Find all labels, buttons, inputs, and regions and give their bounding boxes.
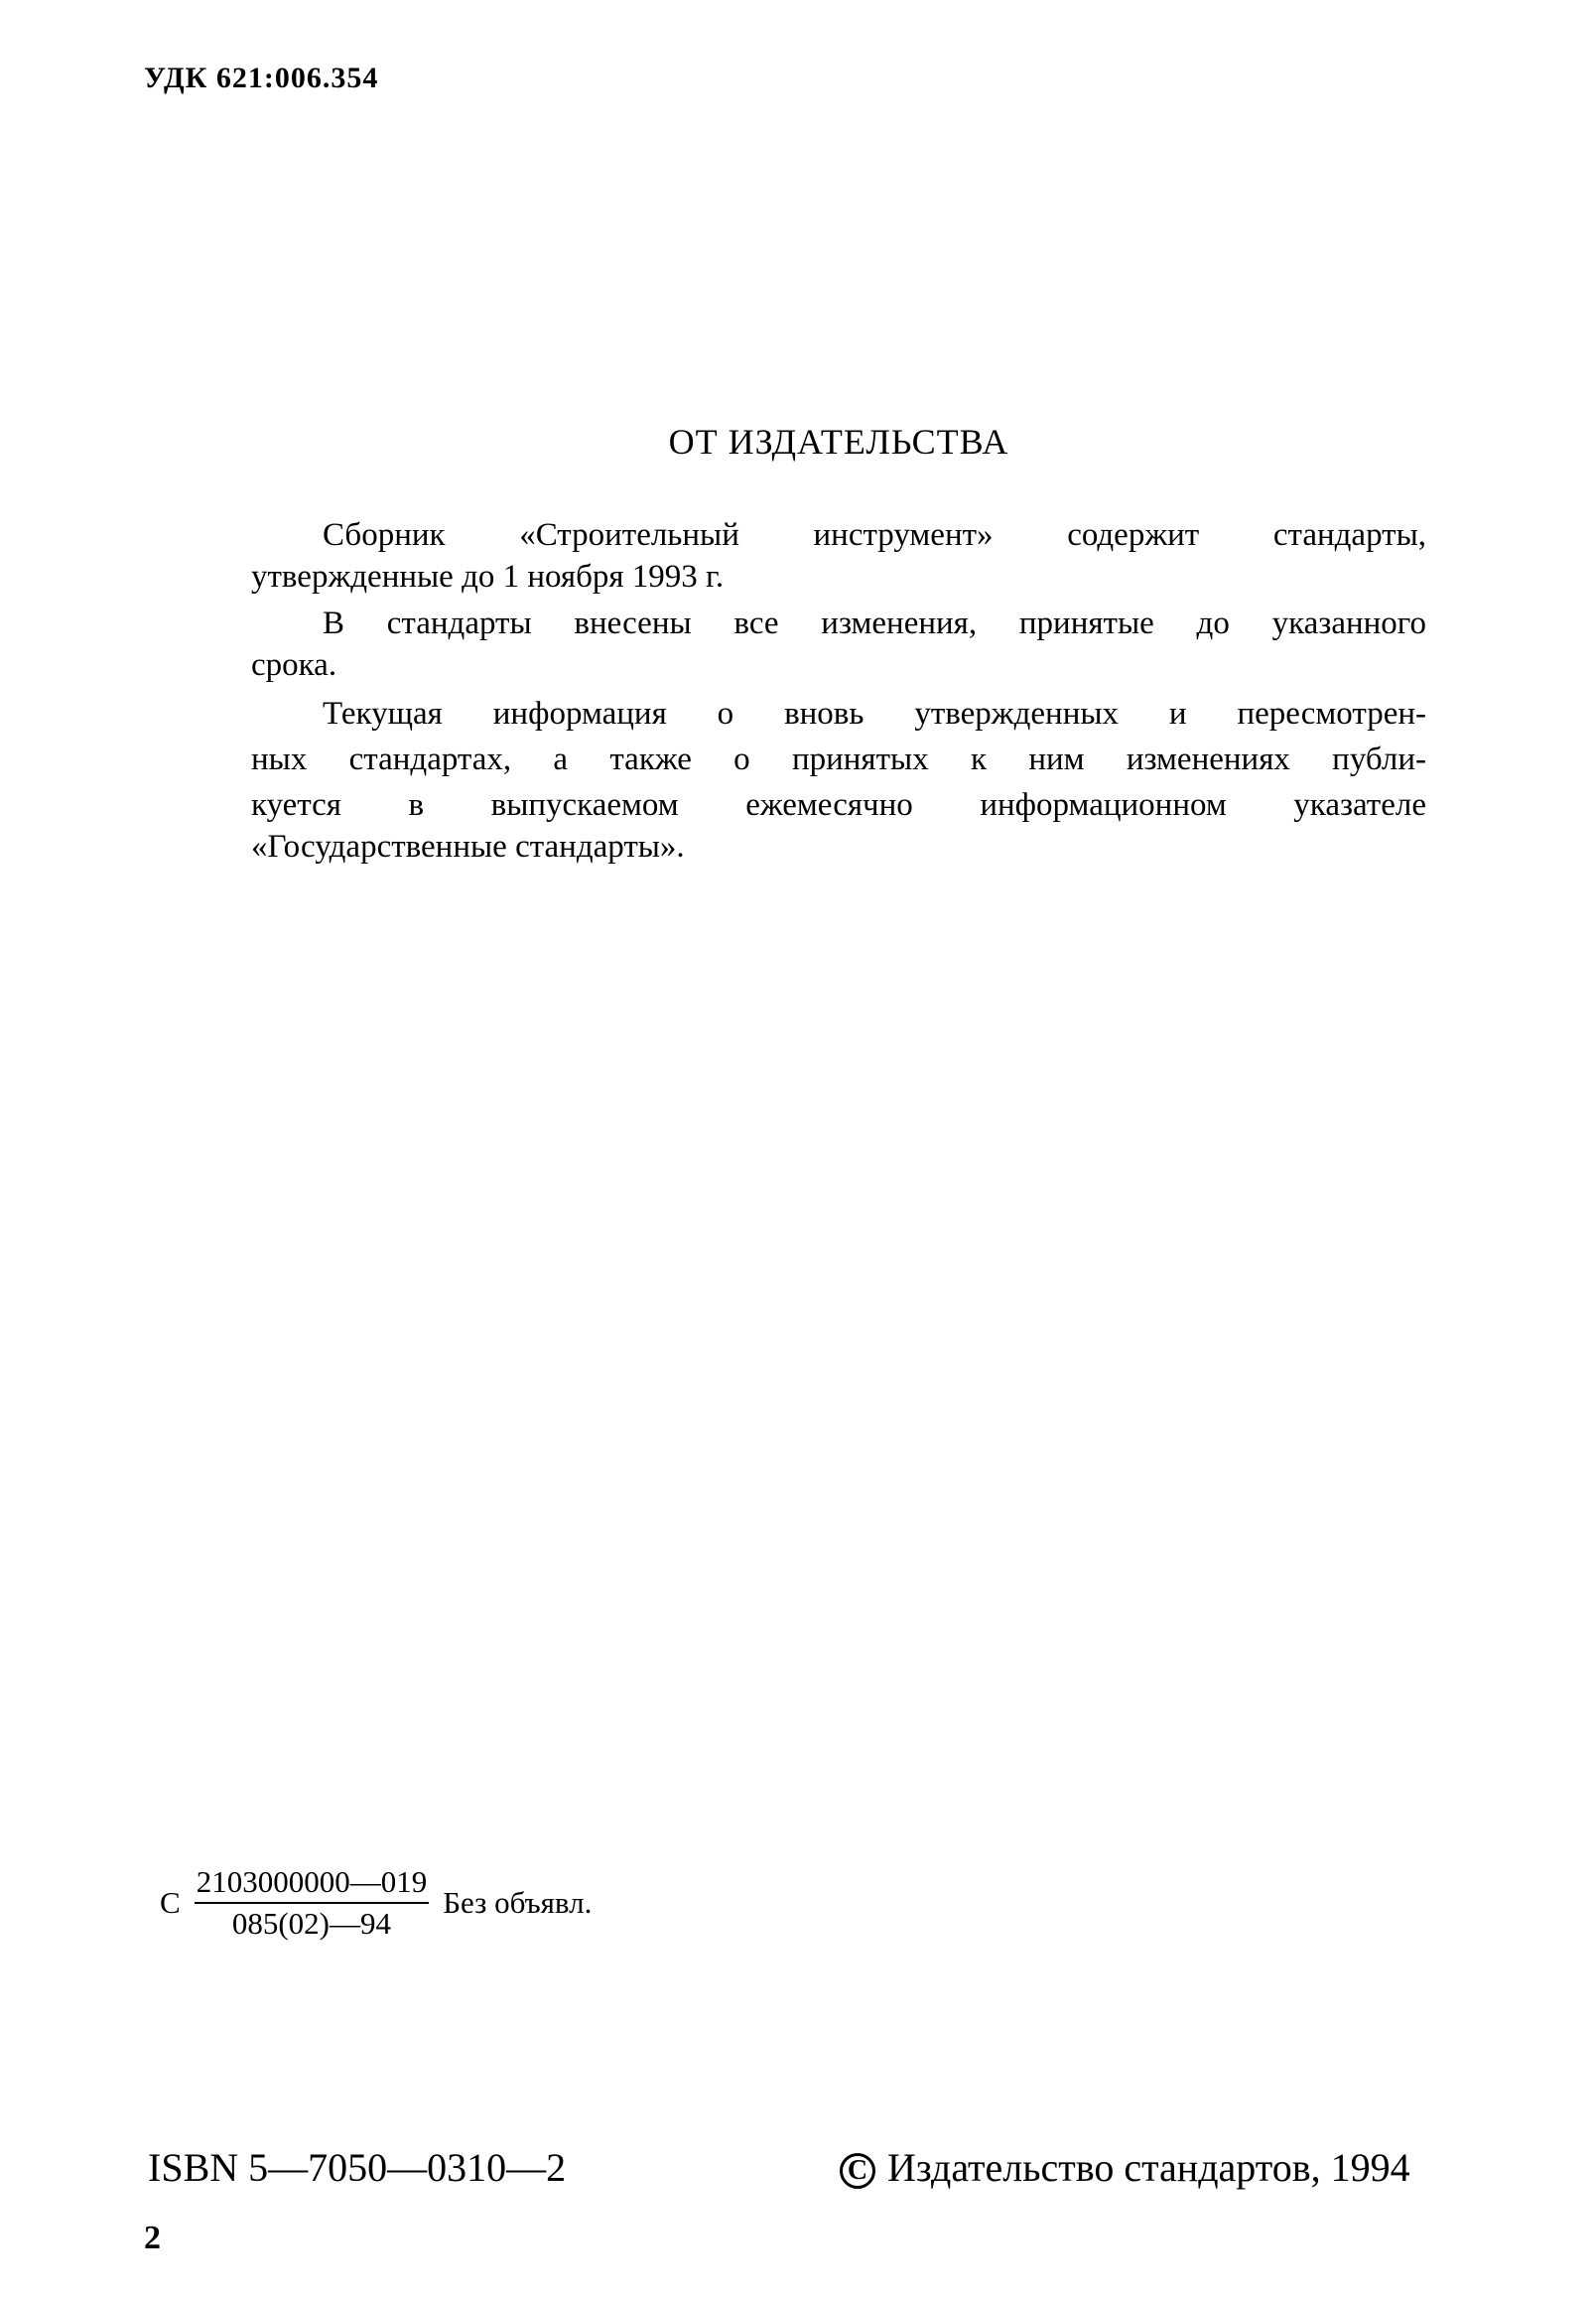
copyright-icon: C: [840, 2153, 875, 2189]
paragraph-line: утвержденные до 1 ноября 1993 г.: [251, 559, 725, 595]
paragraph-line: срока.: [251, 647, 337, 683]
imprint-note: Без объявл.: [443, 1885, 593, 1920]
imprint-denominator: 085(02)—94: [231, 1906, 392, 1941]
page-number: 2: [144, 2220, 161, 2256]
copyright-text: Издательство стандартов, 1994: [887, 2145, 1410, 2190]
paragraph-line: ных стандартах, а также о принятых к ним изменениях публи-: [251, 742, 1426, 777]
imprint-code: [160, 1864, 592, 1942]
copyright: [840, 2144, 1410, 2191]
imprint-fraction: [195, 1864, 430, 1942]
section-title: ОТ ИЗДАТЕЛЬСТВА: [668, 422, 1009, 462]
paragraph-line: Сборник «Строительный инструмент» содержит стандарты,: [323, 517, 1426, 553]
imprint-prefix: С: [160, 1885, 181, 1920]
paragraph-line: куется в выпускаемом ежемесячно информационном указателе: [251, 787, 1426, 823]
paragraph-line: Текущая информация о вновь утвержденных и пересмотрен-: [323, 696, 1426, 732]
paragraph-line: «Государственные стандарты».: [251, 829, 685, 865]
udk-code: УДК 621:006.354: [144, 62, 379, 94]
imprint-numerator: 2103000000—019: [195, 1864, 430, 1904]
paragraph-line: В стандарты внесены все изменения, принятые до указанного: [323, 606, 1426, 641]
isbn: ISBN 5—7050—0310—2: [148, 2145, 567, 2190]
